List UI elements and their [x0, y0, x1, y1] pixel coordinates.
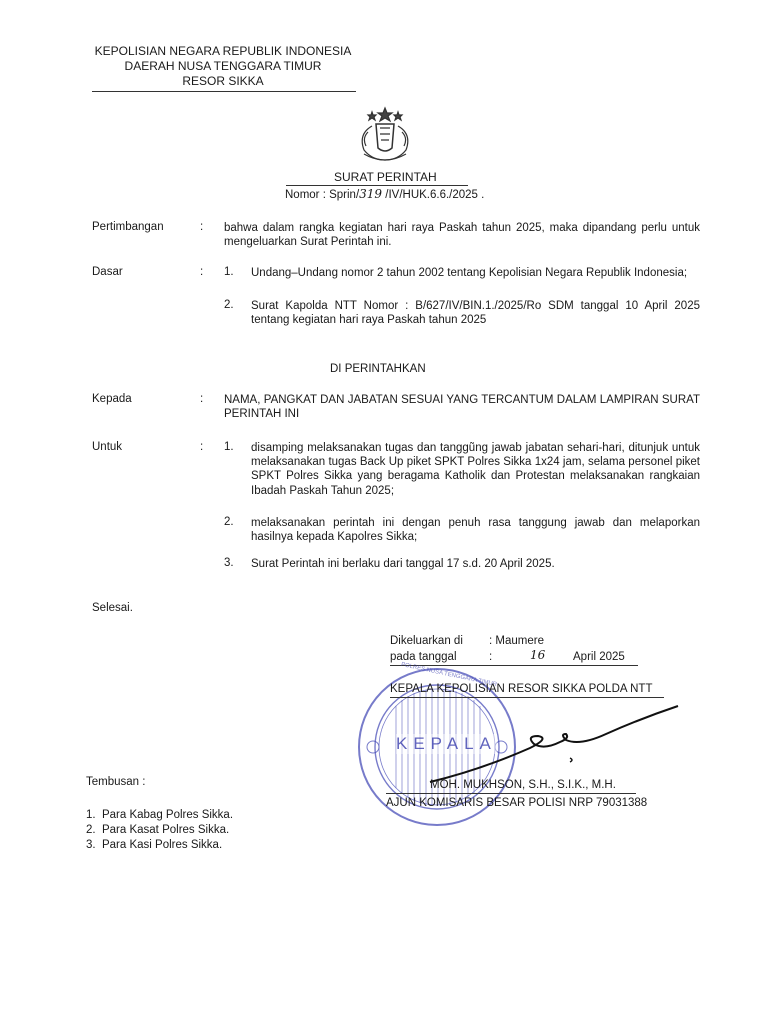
name-underline [386, 793, 636, 794]
untuk-item-1-text: disamping melaksanakan tugas dan tanggũng jawab jabatan sehari-hari, ditunjuk untuk melaksanakan tugas Back Up piket SPKT Polres Sikka 1x24 jam, selama personel piket SPKT Polres Sikka yang beragama Katholik dan Protestan melaksanakan rangkaian Ibadah Paskah Tahun 2025; [251, 442, 700, 497]
nomor-line [285, 187, 484, 202]
handwritten-signature [420, 700, 690, 790]
stamp-center-text: KEPALA [396, 734, 497, 753]
pertimbangan-colon: : [200, 221, 204, 233]
dasar-item-1-num: 1. [224, 266, 234, 278]
dasar-item-2-text: Surat Kapolda NTT Nomor : B/627/IV/BIN.1./2025/Ro SDM tanggal 10 April 2025 tentang kegiatan hari raya Paskah tahun 2025 [251, 300, 700, 327]
untuk-item-2-text: melaksanakan perintah ini dengan penuh rasa tanggung jawab dan melaporkan hasilnya kepada Kapolres Sikka; [251, 517, 700, 544]
tanggal-label: pada tanggal [390, 651, 457, 663]
untuk-colon: : [200, 441, 204, 453]
nomor-suffix: /IV/HUK.6.6./2025 . [385, 189, 485, 201]
dikeluarkan-value: : Maumere [489, 635, 544, 647]
tanggal-month-year: April 2025 [573, 651, 625, 663]
position-underline [390, 697, 664, 698]
untuk-item-1-num: 1. [224, 441, 234, 453]
tembusan-item-3-text: Para Kasi Polres Sikka. [101, 839, 223, 851]
tanggal-colon: : [489, 651, 493, 663]
document-title: SURAT PERINTAH [334, 170, 437, 184]
tembusan-item-1-num: 1. [86, 809, 96, 821]
nomor-handwritten: 319 [359, 187, 383, 201]
tembusan-item-1 [86, 808, 233, 822]
title-underline [286, 185, 468, 186]
dikeluarkan-label: Dikeluarkan di [390, 635, 463, 647]
header-underline [92, 91, 356, 92]
untuk-item-2-num: 2. [224, 516, 234, 528]
stamp-ring-text: POLRES NUSA TENGGARA TIMUR [400, 661, 498, 689]
header-line-3: RESOR SIKKA [182, 74, 264, 88]
pertimbangan-text: bahwa dalam rangka kegiatan hari raya Paskah tahun 2025, maka dipandang perlu untuk mengeluarkan Surat Perintah ini. [224, 222, 700, 249]
nomor-label: Nomor : [285, 189, 326, 201]
dasar-item-1-text: Undang–Undang nomor 2 tahun 2002 tentang Kepolisian Negara Republik Indonesia; [251, 267, 688, 279]
dasar-item-2-num: 2. [224, 299, 234, 311]
police-emblem-icon [350, 104, 420, 166]
header-line-2: DAERAH NUSA TENGGARA TIMUR [124, 59, 322, 73]
tembusan-label: Tembusan : [86, 776, 146, 788]
kepada-text: NAMA, PANGKAT DAN JABATAN SESUAI YANG TERCANTUM DALAM LAMPIRAN SURAT PERINTAH INI [224, 394, 700, 421]
di-perintahkan-heading: DI PERINTAHKAN [330, 363, 426, 375]
dasar-label: Dasar [92, 266, 123, 278]
kepada-label: Kepada [92, 393, 132, 405]
header-block [88, 44, 358, 89]
dasar-colon: : [200, 266, 204, 278]
tembusan-item-2-text: Para Kasat Polres Sikka. [101, 824, 230, 836]
untuk-item-3-num: 3. [224, 557, 234, 569]
signature-position: KEPALA KEPOLISIAN RESOR SIKKA POLDA NTT [390, 683, 653, 695]
pertimbangan-label: Pertimbangan [92, 221, 164, 233]
nomor-prefix: Sprin/ [329, 189, 360, 201]
tanggal-day: 16 [530, 648, 546, 662]
untuk-label: Untuk [92, 441, 123, 453]
tembusan-item-2 [86, 823, 229, 837]
kepada-colon: : [200, 393, 204, 405]
selesai-text: Selesai. [92, 602, 133, 614]
header-line-1: KEPOLISIAN NEGARA REPUBLIK INDONESIA [94, 44, 352, 58]
signatory-name: MOH. MUKHSON, S.H., S.I.K., M.H. [430, 779, 616, 791]
tembusan-item-1-text: Para Kabag Polres Sikka. [101, 809, 234, 821]
signatory-rank: AJUN KOMISARIS BESAR POLISI NRP 79031388 [386, 797, 648, 809]
untuk-item-3-text: Surat Perintah ini berlaku dari tanggal 17 s.d. 20 April 2025. [251, 558, 555, 570]
tembusan-item-2-num: 2. [86, 824, 96, 836]
tembusan-item-3-num: 3. [86, 839, 96, 851]
tembusan-item-3 [86, 838, 222, 852]
